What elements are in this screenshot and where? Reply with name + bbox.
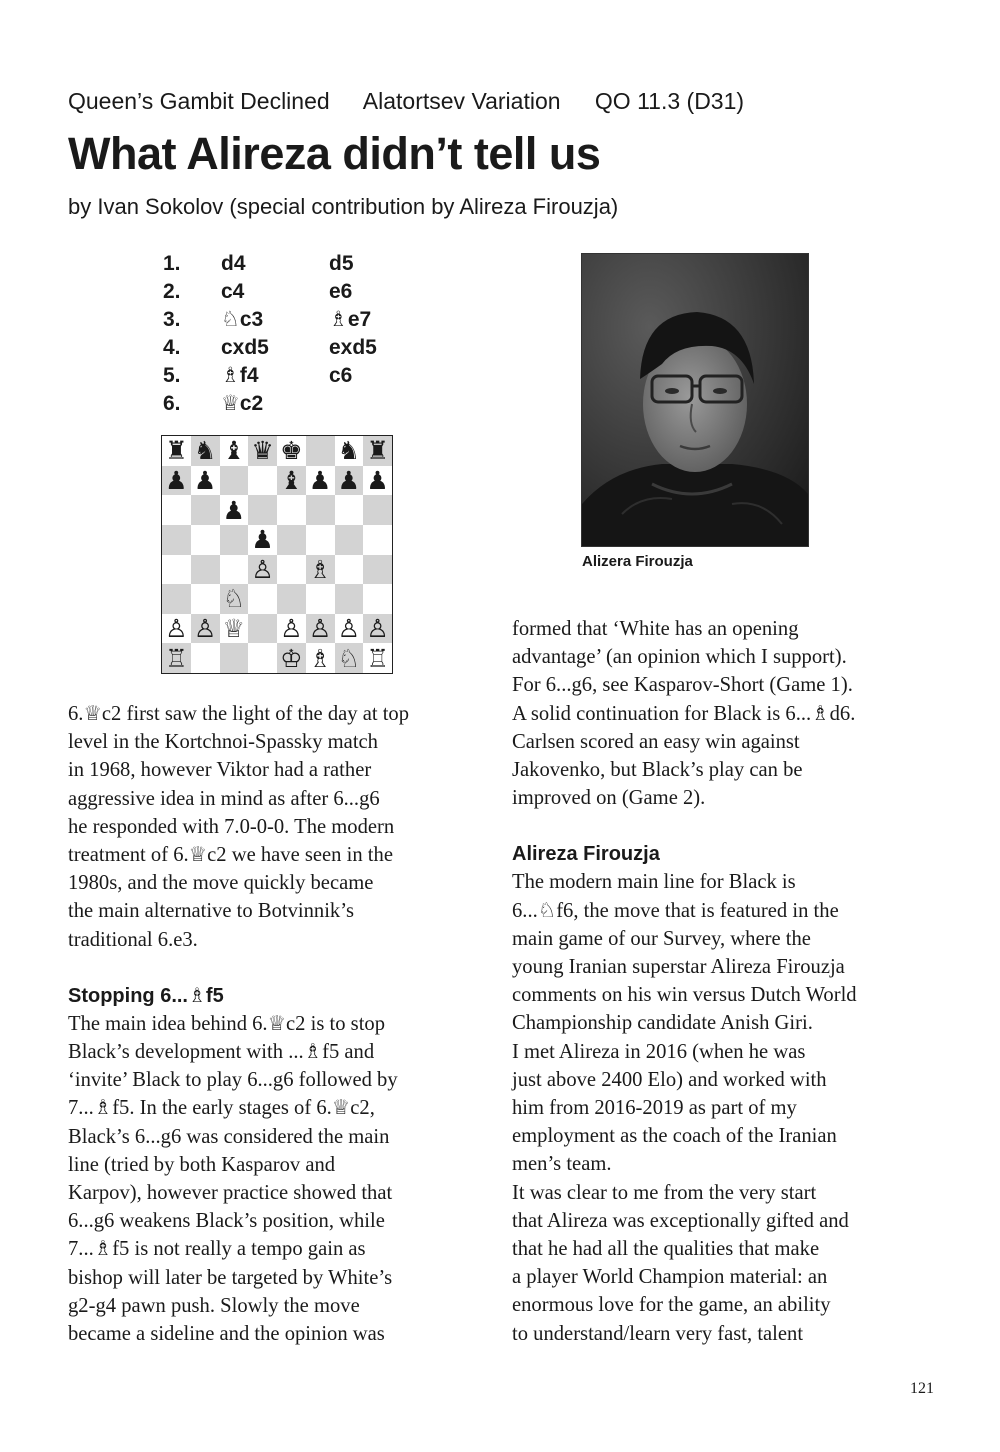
board-square bbox=[162, 584, 191, 614]
page-number: 121 bbox=[910, 1380, 934, 1397]
board-square bbox=[191, 495, 220, 525]
text-line: that Alireza was exceptionally gifted and bbox=[512, 1209, 849, 1232]
text-line: A solid continuation for Black is 6...♗d6. bbox=[512, 702, 856, 725]
body-paragraph bbox=[68, 1010, 498, 1348]
board-square-piece: ♟ bbox=[363, 466, 392, 496]
board-square bbox=[277, 525, 306, 555]
move-row bbox=[163, 334, 409, 362]
body-paragraph bbox=[512, 615, 942, 812]
text-line: It was clear to me from the very start bbox=[512, 1181, 817, 1204]
text-line: level in the Kortchnoi-Spassky match bbox=[68, 731, 378, 754]
text-line: he responded with 7.0-0-0. The modern bbox=[68, 815, 395, 838]
text-line: young Iranian superstar Alireza Firouzja bbox=[512, 956, 845, 979]
board-square bbox=[335, 555, 364, 585]
black-move bbox=[329, 390, 409, 418]
board-square bbox=[306, 495, 335, 525]
board-square-piece: ♖ bbox=[363, 643, 392, 673]
board-square-piece: ♘ bbox=[220, 584, 249, 614]
left-text-column bbox=[68, 700, 498, 1348]
text-line: Championship candidate Anish Giri. bbox=[512, 1012, 813, 1035]
survey-header bbox=[68, 88, 772, 115]
right-text-column bbox=[512, 615, 942, 1348]
section-heading: Stopping 6...♗f5 bbox=[68, 984, 224, 1007]
text-line: improved on (Game 2). bbox=[512, 787, 706, 810]
variation-name: Alatortsev Variation bbox=[362, 88, 561, 114]
black-move: ♗e7 bbox=[329, 308, 372, 331]
text-line: line (tried by both Kasparov and bbox=[68, 1153, 336, 1176]
board-square-piece: ♟ bbox=[248, 525, 277, 555]
text-line: advantage’ (an opinion which I support). bbox=[512, 646, 847, 669]
board-square-piece: ♟ bbox=[306, 466, 335, 496]
text-line: aggressive idea in mind as after 6...g6 bbox=[68, 787, 380, 810]
text-line: Black’s 6...g6 was considered the main bbox=[68, 1125, 390, 1148]
text-line: main game of our Survey, where the bbox=[512, 927, 811, 950]
white-move: d4 bbox=[221, 252, 246, 275]
text-line: him from 2016-2019 as part of my bbox=[512, 1097, 797, 1120]
black-move: exd5 bbox=[329, 336, 377, 359]
board-square bbox=[191, 584, 220, 614]
board-square bbox=[248, 495, 277, 525]
board-square bbox=[363, 525, 392, 555]
board-square bbox=[248, 614, 277, 644]
board-square bbox=[277, 555, 306, 585]
board-square-piece: ♝ bbox=[277, 466, 306, 496]
text-line: a player World Champion material: an bbox=[512, 1266, 828, 1289]
board-square bbox=[363, 555, 392, 585]
board-square bbox=[306, 525, 335, 555]
board-square-piece: ♞ bbox=[335, 436, 364, 466]
move-number: 3. bbox=[163, 308, 181, 331]
text-line: 6...g6 weakens Black’s position, while bbox=[68, 1210, 385, 1233]
text-line: traditional 6.e3. bbox=[68, 928, 198, 951]
photo-caption: Alizera Firouzja bbox=[582, 553, 693, 570]
board-square-piece: ♜ bbox=[162, 436, 191, 466]
board-square-piece: ♙ bbox=[363, 614, 392, 644]
section-heading: Alireza Firouzja bbox=[512, 843, 660, 866]
text-line: Karpov), however practice showed that bbox=[68, 1182, 393, 1205]
text-line: that he had all the qualities that make bbox=[512, 1238, 820, 1261]
board-square bbox=[306, 436, 335, 466]
text-line: just above 2400 Elo) and worked with bbox=[512, 1068, 827, 1091]
board-square bbox=[277, 495, 306, 525]
body-paragraph bbox=[512, 868, 942, 1037]
board-square-piece: ♟ bbox=[335, 466, 364, 496]
black-move: e6 bbox=[329, 280, 353, 303]
text-line: The main idea behind 6.♕c2 is to stop bbox=[68, 1012, 386, 1035]
board-square bbox=[162, 555, 191, 585]
board-square-piece: ♟ bbox=[162, 466, 191, 496]
text-line: to understand/learn very fast, talent bbox=[512, 1322, 804, 1345]
board-square-piece: ♔ bbox=[277, 643, 306, 673]
white-move: ♘c3 bbox=[221, 308, 264, 331]
text-line: comments on his win versus Dutch World bbox=[512, 984, 857, 1007]
text-line: in 1968, however Viktor had a rather bbox=[68, 759, 372, 782]
board-square-piece: ♗ bbox=[306, 555, 335, 585]
board-square bbox=[162, 525, 191, 555]
move-number: 4. bbox=[163, 336, 181, 359]
board-square-piece: ♟ bbox=[191, 466, 220, 496]
board-square bbox=[220, 525, 249, 555]
board-square-piece: ♕ bbox=[220, 614, 249, 644]
text-line: bishop will later be targeted by White’s bbox=[68, 1266, 393, 1289]
board-square-piece: ♙ bbox=[335, 614, 364, 644]
body-paragraph bbox=[512, 1038, 942, 1179]
byline: by Ivan Sokolov (special contribution by Alireza Firouzja) bbox=[68, 194, 619, 219]
opening-code: QO 11.3 (D31) bbox=[594, 88, 745, 114]
board-square-piece: ♙ bbox=[191, 614, 220, 644]
move-list bbox=[163, 250, 409, 418]
opening-name: Queen’s Gambit Declined bbox=[68, 88, 330, 114]
board-square bbox=[220, 555, 249, 585]
board-square-piece: ♙ bbox=[277, 614, 306, 644]
portrait-image bbox=[582, 254, 808, 546]
board-square-piece: ♙ bbox=[162, 614, 191, 644]
board-square bbox=[248, 584, 277, 614]
move-row bbox=[163, 306, 409, 334]
board-square-piece: ♙ bbox=[306, 614, 335, 644]
text-line: For 6...g6, see Kasparov-Short (Game 1). bbox=[512, 674, 853, 697]
board-square bbox=[335, 525, 364, 555]
board-square bbox=[162, 495, 191, 525]
text-line: I met Alireza in 2016 (when he was bbox=[512, 1040, 806, 1063]
board-square bbox=[363, 584, 392, 614]
board-square-piece: ♘ bbox=[335, 643, 364, 673]
board-square-piece: ♟ bbox=[220, 495, 249, 525]
board-square bbox=[191, 555, 220, 585]
board-square bbox=[335, 584, 364, 614]
text-line: became a sideline and the opinion was bbox=[68, 1323, 385, 1346]
text-line: 6...♘f6, the move that is featured in the bbox=[512, 899, 839, 922]
board-square bbox=[248, 643, 277, 673]
text-line: treatment of 6.♕c2 we have seen in the bbox=[68, 844, 393, 867]
board-square bbox=[220, 466, 249, 496]
body-paragraph bbox=[512, 1179, 942, 1348]
board-square bbox=[248, 466, 277, 496]
white-move: cxd5 bbox=[221, 336, 269, 359]
board-square bbox=[335, 495, 364, 525]
text-line: 1980s, and the move quickly became bbox=[68, 872, 374, 895]
board-square-piece: ♙ bbox=[248, 555, 277, 585]
board-square-piece: ♛ bbox=[248, 436, 277, 466]
text-line: Black’s development with ...♗f5 and bbox=[68, 1041, 375, 1064]
white-move: ♕c2 bbox=[221, 392, 264, 415]
intro-paragraph bbox=[68, 700, 498, 954]
move-row bbox=[163, 250, 409, 278]
board-square-piece: ♝ bbox=[220, 436, 249, 466]
text-line: formed that ‘White has an opening bbox=[512, 618, 799, 640]
move-number: 2. bbox=[163, 280, 181, 303]
text-line: g2-g4 pawn push. Slowly the move bbox=[68, 1294, 360, 1317]
text-line: employment as the coach of the Iranian bbox=[512, 1125, 837, 1148]
text-line: The modern main line for Black is bbox=[512, 871, 796, 894]
move-number: 6. bbox=[163, 392, 181, 415]
text-line: the main alternative to Botvinnik’s bbox=[68, 900, 354, 923]
board-square bbox=[220, 643, 249, 673]
move-row bbox=[163, 278, 409, 306]
board-square bbox=[306, 584, 335, 614]
board-square-piece: ♚ bbox=[277, 436, 306, 466]
move-row bbox=[163, 390, 409, 418]
text-line: men’s team. bbox=[512, 1153, 612, 1176]
move-row bbox=[163, 362, 409, 390]
move-number: 1. bbox=[163, 252, 181, 275]
white-move: c4 bbox=[221, 280, 245, 303]
text-line: 7...♗f5 is not really a tempo gain as bbox=[68, 1238, 366, 1261]
black-move: c6 bbox=[329, 364, 353, 387]
text-line: ‘invite’ Black to play 6...g6 followed by bbox=[68, 1069, 398, 1092]
text-line: Carlsen scored an easy win against bbox=[512, 730, 800, 753]
article-title: What Alireza didn’t tell us bbox=[68, 128, 601, 179]
board-square-piece: ♗ bbox=[306, 643, 335, 673]
text-line: 7...♗f5. In the early stages of 6.♕c2, bbox=[68, 1097, 375, 1120]
player-photo bbox=[581, 253, 809, 547]
board-square bbox=[277, 584, 306, 614]
board-square-piece: ♞ bbox=[191, 436, 220, 466]
chess-board-diagram bbox=[161, 435, 393, 674]
board-square bbox=[191, 525, 220, 555]
text-line: enormous love for the game, an ability bbox=[512, 1294, 831, 1317]
text-line: Jakovenko, but Black’s play can be bbox=[512, 759, 803, 782]
white-move: ♗f4 bbox=[221, 364, 259, 387]
board-square-piece: ♜ bbox=[363, 436, 392, 466]
black-move: d5 bbox=[329, 252, 354, 275]
board-square bbox=[191, 643, 220, 673]
board-square-piece: ♖ bbox=[162, 643, 191, 673]
board-square bbox=[363, 495, 392, 525]
move-number: 5. bbox=[163, 364, 181, 387]
text-line: 6.♕c2 first saw the light of the day at top bbox=[68, 703, 410, 725]
